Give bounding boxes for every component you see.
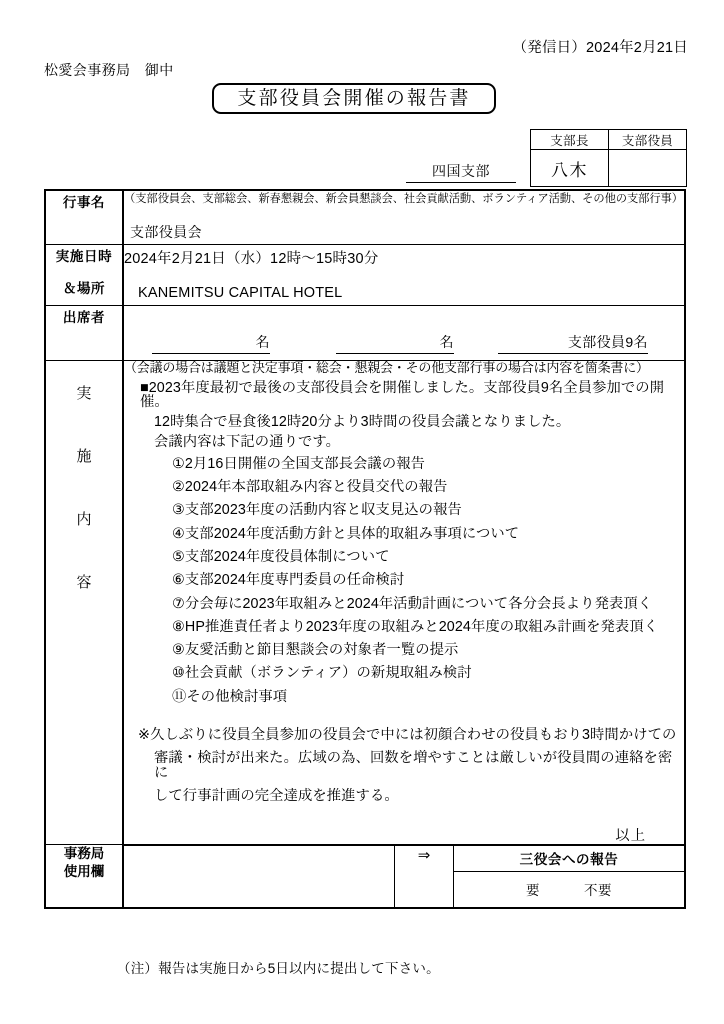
label-contents-char-4: 容: [76, 573, 92, 591]
agenda-list: [124, 457, 684, 704]
agenda-item: ⑥支部2024年度専門委員の任命検討: [172, 572, 405, 589]
label-contents-char-3: 内: [76, 510, 92, 528]
datetime-value: 2024年2月21日（水）12時〜15時30分: [124, 250, 379, 267]
report-option-required[interactable]: 要: [526, 882, 540, 898]
agenda-item: ⑨友愛活動と節目懇談会の対象者一覧の提示: [172, 642, 459, 659]
report-main-table: [44, 189, 686, 909]
agenda-item: ①2月16日開催の全国支部長会議の報告: [172, 455, 426, 472]
page-title: 支部役員会開催の報告書: [237, 88, 471, 109]
contents-intro-line-2: 12時集合で昼食後12時20分より3時間の役員会議となりました。: [154, 414, 571, 431]
closing-mark: 以上: [615, 828, 646, 845]
agenda-item: ⑪その他検討事項: [172, 688, 288, 705]
row-contents: [45, 360, 685, 844]
office-use-blank-field[interactable]: [124, 846, 395, 907]
label-datetime: 実施日時: [55, 248, 113, 264]
document-title-box: [212, 83, 496, 114]
agenda-item: ⑩社会貢献（ボランティア）の新規取組み検討: [172, 665, 472, 682]
label-office-use-line-2: 使用欄: [63, 863, 105, 879]
label-attendees: 出席者: [45, 305, 123, 360]
bottom-note: （注）報告は実施日から5日以内に提出して下さい。: [117, 961, 440, 976]
label-datetime-place: [45, 244, 123, 305]
event-name-value: 支部役員会: [130, 223, 202, 240]
label-office-use: [45, 845, 123, 908]
stamp-table: [530, 129, 687, 187]
cell-attendees: [123, 305, 685, 360]
report-option-not-required[interactable]: 不要: [584, 882, 612, 898]
row-attendees: [45, 305, 685, 360]
office-use-inner-row: [124, 846, 684, 907]
summary-line-1: ※久しぶりに役員全員参加の役員会で中には初顔合わせの役員もおり3時間かけての: [138, 727, 677, 744]
issue-date: （発信日）2024年2月21日: [512, 40, 688, 56]
label-event-name: 行事名: [45, 190, 123, 244]
attendees-field-1: 名: [152, 332, 270, 354]
label-office-use-line-1: 事務局: [63, 846, 105, 861]
contents-summary: [124, 728, 684, 803]
agenda-item: ②2024年本部取組み内容と役員交代の報告: [172, 479, 448, 496]
cell-report-to-executives: [454, 846, 685, 907]
row-event-name: [45, 190, 685, 244]
event-name-hint: （支部役員会、支部総会、新春懇親会、新会員懇談会、社会貢献活動、ボランティア活動、その他の支部行事）: [124, 193, 683, 205]
stamp-header-row: [531, 130, 687, 150]
summary-line-2: 審議・検討が出来た。広域の為、回数を増やすことは厳しいが役員間の連絡を密に: [154, 750, 673, 781]
office-use-inner-table: [124, 846, 684, 907]
row-datetime-place: [45, 244, 685, 305]
branch-name: 四国支部: [406, 161, 516, 183]
agenda-item: ⑤支部2024年度役員体制について: [172, 548, 390, 565]
arrow-icon: ⇒: [395, 846, 454, 907]
cell-datetime-place: [123, 244, 685, 305]
label-contents-char-1: 実: [76, 384, 92, 402]
agenda-item: ⑦分会毎に2023年取組みと2024年活動計画について各分会長より発表頂く: [172, 595, 653, 612]
stamp-value-row: [531, 150, 687, 187]
label-place: ＆場所: [62, 280, 106, 296]
label-contents-char-2: 施: [76, 447, 92, 465]
row-office-use: [45, 845, 685, 908]
summary-line-3: して行事計画の完全達成を推進する。: [154, 787, 399, 804]
agenda-item: ④支部2024年度活動方針と具体的取組み事項について: [172, 525, 520, 542]
cell-event-name: [123, 190, 685, 244]
attendees-field-3: 支部役員9名: [498, 332, 648, 354]
stamp-value-branch-chief: 八木: [531, 150, 609, 187]
label-contents: [45, 360, 123, 844]
cell-office-use: [123, 845, 685, 908]
agenda-item: ③支部2023年度の活動内容と収支見込の報告: [172, 502, 462, 519]
contents-intro-line-1: ■2023年度最初で最後の支部役員会を開催しました。支部役員9名全員参加での開催。: [140, 379, 665, 410]
stamp-value-branch-officer: [609, 150, 687, 187]
agenda-item: ⑧HP推進責任者より2023年度の取組みと2024年度の取組み計画を発表頂く: [172, 618, 659, 635]
stamp-header-branch-chief: 支部長: [531, 130, 609, 150]
attendees-field-2: 名: [336, 332, 454, 354]
contents-lead: 会議内容は下記の通りです。: [154, 434, 341, 451]
cell-contents: [123, 360, 685, 844]
place-value: KANEMITSU CAPITAL HOTEL: [138, 285, 343, 302]
stamp-header-branch-officer: 支部役員: [609, 130, 687, 150]
addressee: 松愛会事務局 御中: [44, 62, 174, 78]
contents-hint: （会議の場合は議題と決定事項・総会・懇親会・その他支部行事の場合は内容を箇条書に）: [124, 359, 649, 375]
report-to-executives-header: 三役会への報告: [454, 846, 684, 872]
